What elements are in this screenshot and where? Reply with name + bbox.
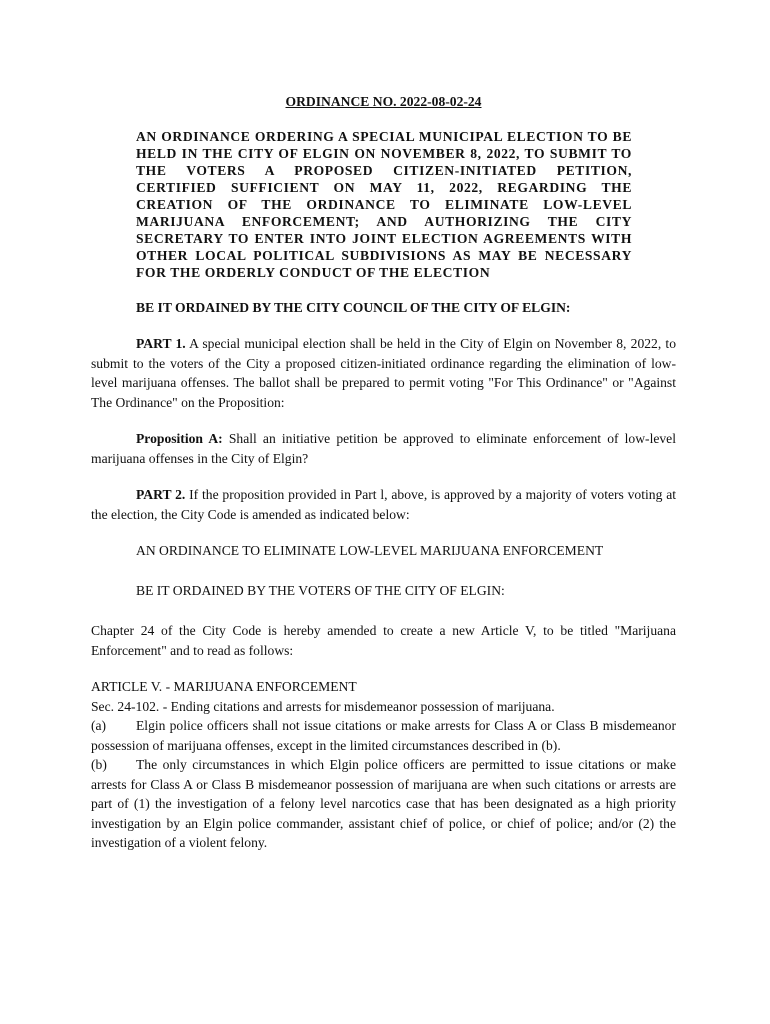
subsection-a-text: Elgin police officers shall not issue citations or make arrests for Class A or Class B misdemeanor possession of marijuana offenses, except in the limited circumstances described in (b). [91,718,676,753]
subsection-b-mark: (b) [91,757,107,772]
ordinance-title: ORDINANCE NO. 2022-08-02-24 [285,94,482,109]
part-2-paragraph [91,485,676,524]
subsection-a-mark: (a) [91,718,107,733]
subsection-b-text: The only circumstances in which Elgin police officers are permitted to issue citations or make arrests for Class A or Class B misdemeanor possession of marijuana are when such citations or arrests are part of (1) the investigation of a felony level narcotics case that has been designated as a high priority investigation by an Elgin police commander, assistant chief of police, or chief of police; and/or (2) the investigation of a violent felony. [91,757,676,850]
section-title: Sec. 24-102. - Ending citations and arrests for misdemeanor possession of marijuana. [91,698,555,714]
council-ordaining-clause: BE IT ORDAINED BY THE CITY COUNCIL OF THE CITY OF ELGIN: [136,300,571,315]
part-1-label: PART 1. [136,336,186,351]
document-page [91,92,676,853]
proposition-a-label: Proposition A: [136,431,223,446]
subsection-a [91,716,676,755]
ordinance-caption: AN ORDINANCE ORDERING A SPECIAL MUNICIPAL ELECTION TO BE HELD IN THE CITY OF ELGIN ON NOVEMBER 8, 2022, TO SUBMIT TO THE VOTERS A PROPOSED CITIZEN-INITIATED PETITION, CERTIFIED SUFFICIENT ON MAY 11, 2022, REGARDING THE CREATION OF THE ORDINANCE TO ELIMINATE LOW-LEVEL MARIJUANA ENFORCEMENT; AND AUTHORIZING THE CITY SECRETARY TO ENTER INTO JOINT ELECTION AGREEMENTS WITH OTHER LOCAL POLITICAL SUBDIVISIONS AS MAY BE NECESSARY FOR THE ORDERLY CONDUCT OF THE ELECTION [136,129,632,280]
part-1-text: A special municipal election shall be held in the City of Elgin on November 8, 2022, to submit to the voters of the City a proposed citizen-initiated ordinance regarding the elimination of low-level marijuana offenses. The ballot shall be prepared to permit voting "For This Ordinance" or "Against The Ordinance" on the Proposition: [91,336,676,410]
proposition-a-text: Shall an initiative petition be approved to eliminate enforcement of low-level marijuana offenses in the City of Elgin? [91,431,676,466]
subsection-b [91,755,676,853]
chapter-paragraph: Chapter 24 of the City Code is hereby amended to create a new Article V, to be titled "Marijuana Enforcement" and to read as follows: [91,623,676,658]
ordinance-heading: AN ORDINANCE TO ELIMINATE LOW-LEVEL MARIJUANA ENFORCEMENT [136,543,604,558]
article-block [91,677,676,853]
voters-ordaining-clause: BE IT ORDAINED BY THE VOTERS OF THE CITY OF ELGIN: [136,583,505,598]
part-2-label: PART 2. [136,487,186,502]
proposition-a-paragraph [91,429,676,468]
part-2-text: If the proposition provided in Part l, above, is approved by a majority of voters voting at the election, the City Code is amended as indicated below: [91,487,677,522]
part-1-paragraph [91,334,676,412]
article-title: ARTICLE V. - MARIJUANA ENFORCEMENT [91,679,357,694]
